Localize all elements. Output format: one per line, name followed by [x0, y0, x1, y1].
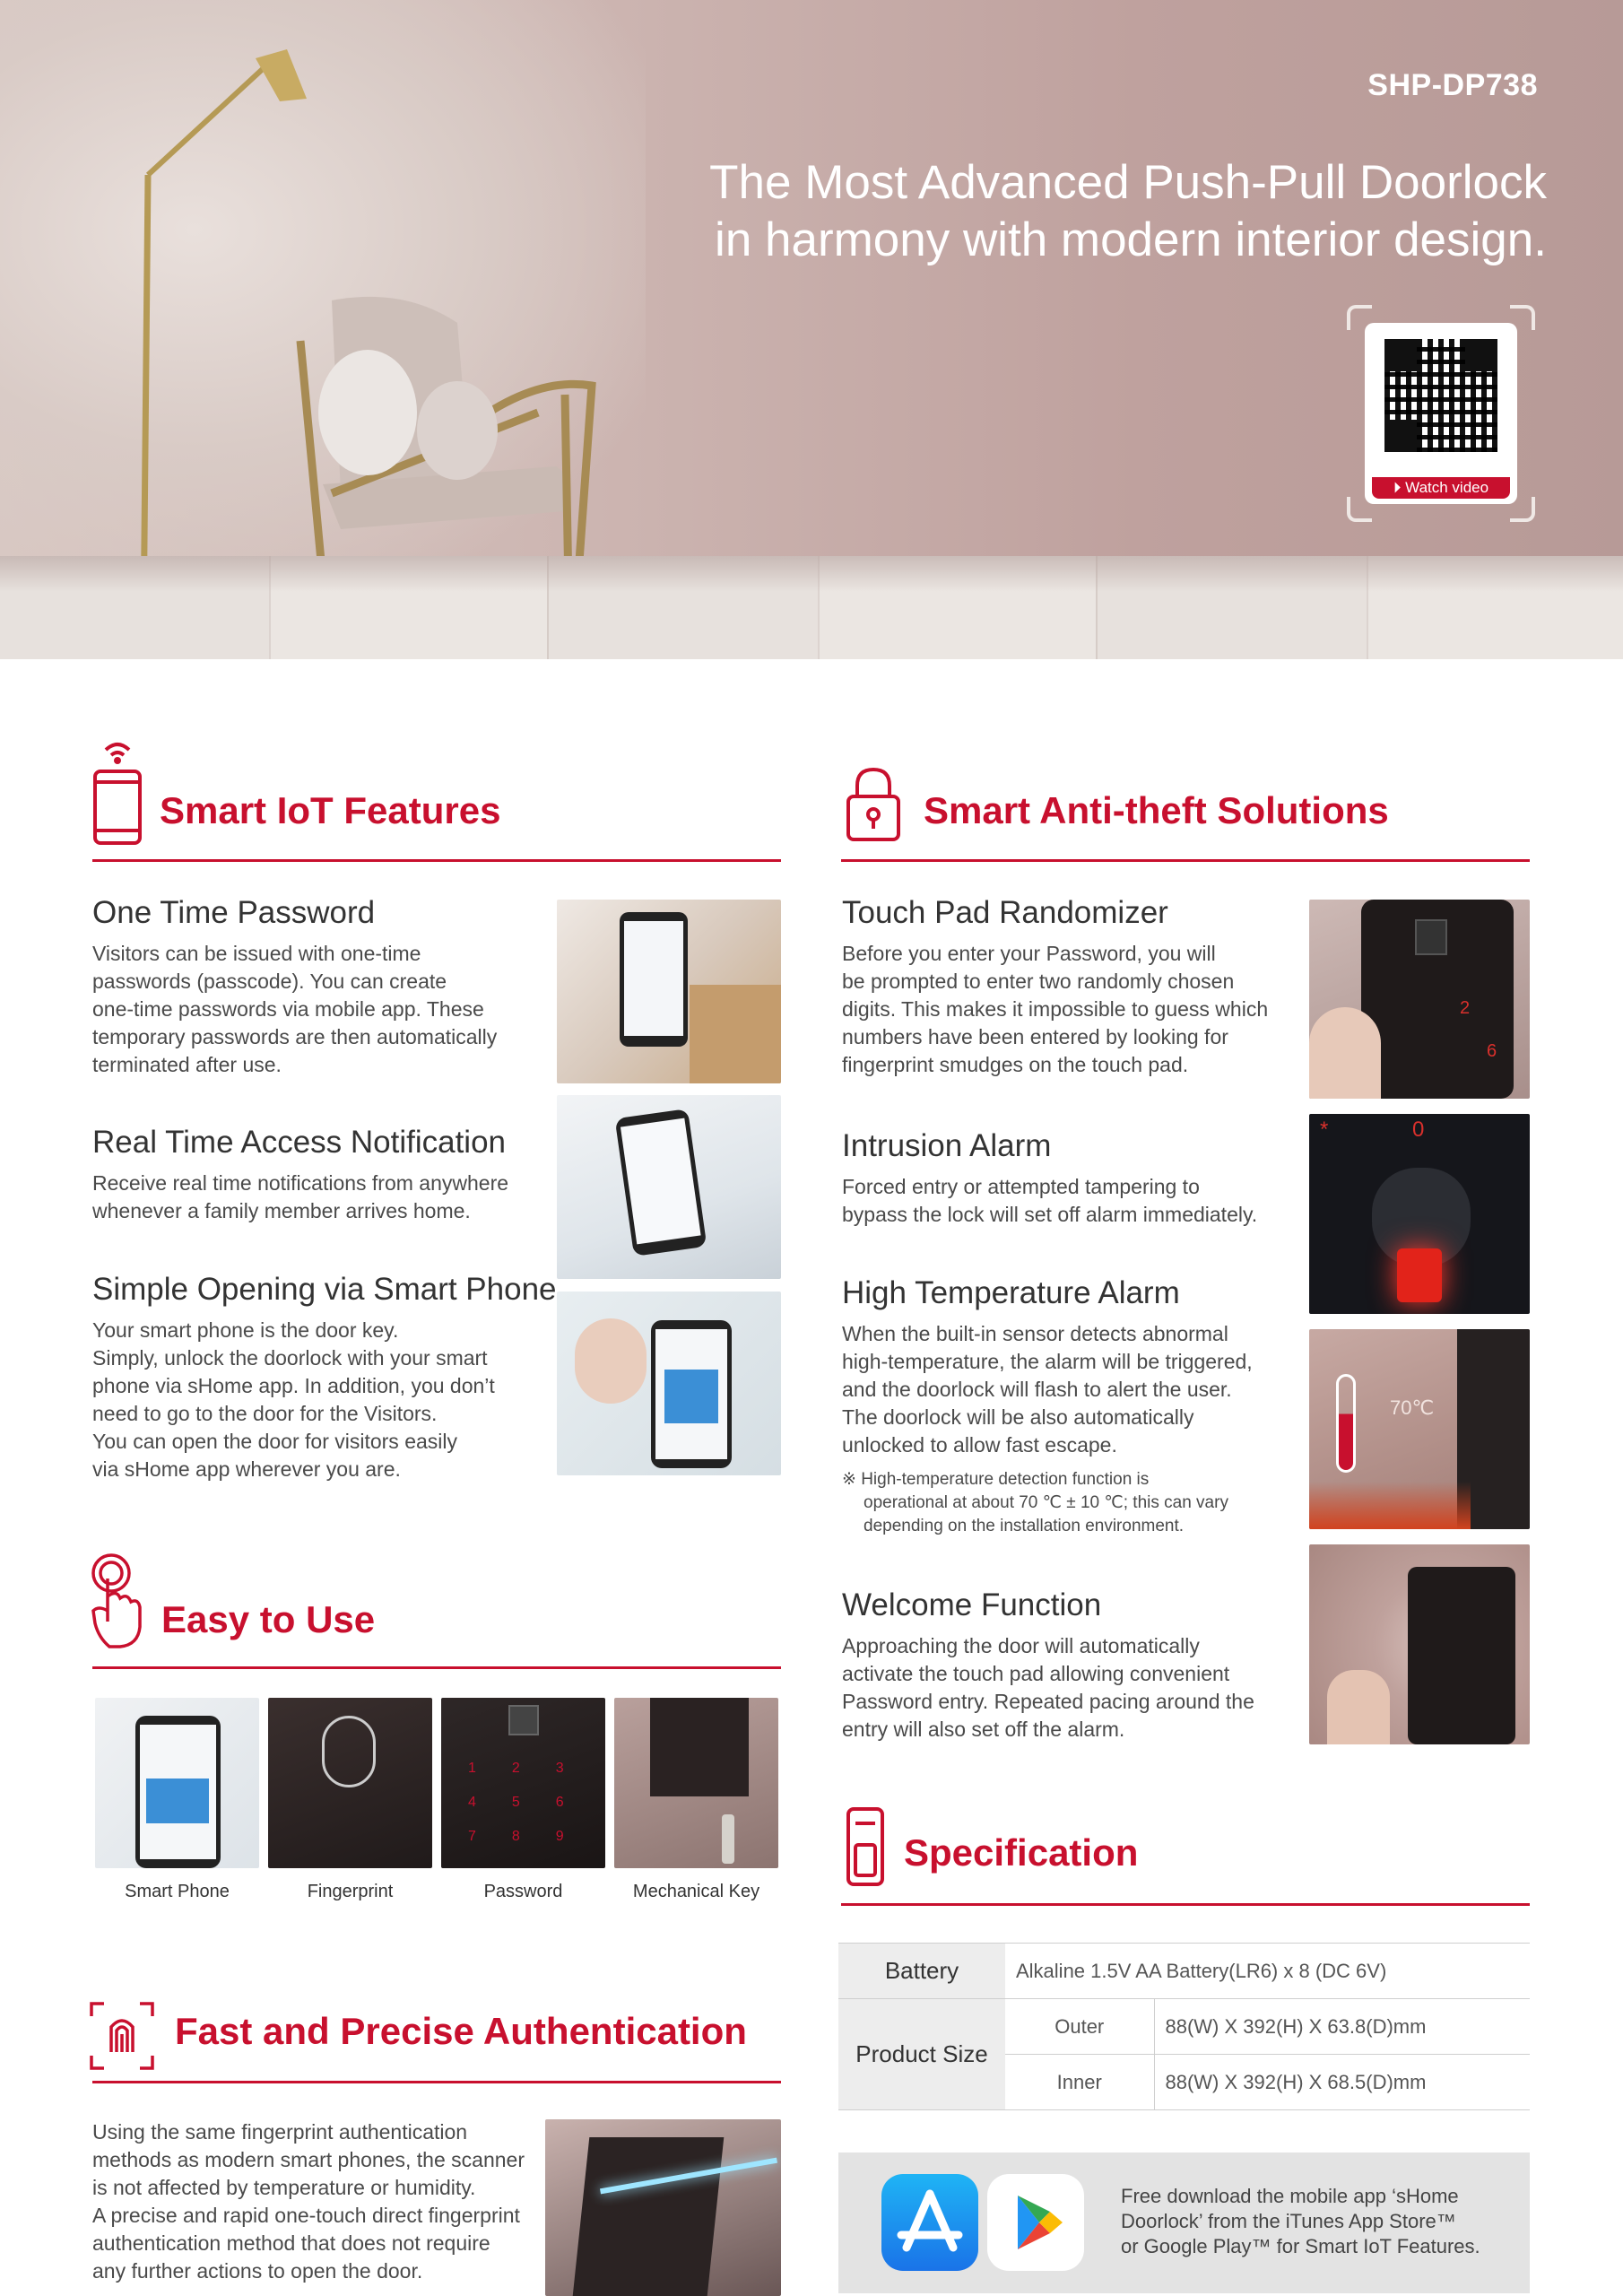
specification-table — [838, 1943, 1530, 2110]
photo-touchpad — [1309, 900, 1530, 1099]
body-line: You can open the door for visitors easily — [92, 1430, 458, 1453]
hero-banner — [0, 0, 1623, 659]
app-text-line: or Google Play™ for Smart IoT Features. — [1121, 2235, 1480, 2257]
feature-intrusion-alarm — [842, 1128, 1299, 1229]
hand-image — [1309, 1007, 1381, 1099]
lock-body — [573, 2137, 725, 2296]
fingerprint-sensor — [1415, 919, 1447, 955]
outer-value: 88(W) X 392(H) X 63.8(D)mm — [1154, 1999, 1530, 2055]
keypad-digit: 6 — [1487, 1041, 1497, 1061]
body-line: be prompted to enter two randomly chosen — [842, 970, 1235, 993]
section-title-easy: Easy to Use — [161, 1598, 376, 1640]
outer-label: Outer — [1005, 1999, 1154, 2055]
body-line: and the doorlock will flash to alert the user. — [842, 1378, 1232, 1401]
caption-fingerprint: Fingerprint — [307, 1882, 394, 1901]
tagline-line-2: in harmony with modern interior design. — [715, 213, 1547, 266]
body-line: phone via sHome app. In addition, you don’t — [92, 1374, 495, 1397]
touch-hand-icon — [90, 1552, 145, 1652]
body-line: numbers have been entered by looking for — [842, 1025, 1228, 1048]
hero-tagline — [650, 154, 1547, 269]
section-title-spec: Specification — [904, 1831, 1139, 1874]
caption-mechanical-key: Mechanical Key — [632, 1882, 760, 1901]
feature-title: One Time Password — [92, 895, 376, 930]
google-play-icon[interactable] — [987, 2174, 1084, 2271]
photo-smartphone-app — [557, 1292, 781, 1475]
feature-high-temperature-alarm — [842, 1275, 1308, 1538]
feature-title: Welcome Function — [842, 1587, 1102, 1622]
body-line: bypass the lock will set off alarm immediately. — [842, 1203, 1258, 1226]
play-icon: ⏵ — [1393, 479, 1402, 496]
photo-high-temperature — [1309, 1329, 1530, 1529]
body-line: A precise and rapid one-touch direct fingerprint — [92, 2204, 520, 2227]
body-line: terminated after use. — [92, 1053, 282, 1076]
feature-body — [92, 1170, 550, 1225]
body-line: Forced entry or attempted tampering to — [842, 1175, 1200, 1198]
feature-touchpad-randomizer — [842, 895, 1299, 1079]
body-line: one-time passwords via mobile app. These — [92, 997, 484, 1021]
hero-floor — [0, 556, 1623, 659]
temperature-note — [842, 1468, 1308, 1538]
body-line: any further actions to open the door. — [92, 2259, 423, 2283]
keypad-digit: 2 — [1460, 998, 1471, 1018]
woman-image — [575, 1318, 647, 1404]
app-download-text — [1121, 2184, 1480, 2259]
photo-easy-key — [614, 1698, 778, 1868]
body-line: Using the same fingerprint authentication — [92, 2120, 468, 2144]
smartphone-wifi-icon — [90, 737, 145, 847]
body-line: Before you enter your Password, you will — [842, 942, 1216, 965]
alarm-key: 0 — [1412, 1118, 1425, 1142]
feature-body — [92, 1317, 559, 1483]
padlock-icon — [843, 764, 904, 843]
feature-title: Simple Opening via Smart Phone — [92, 1272, 557, 1307]
lock-panel — [1408, 1567, 1515, 1744]
feature-title: Real Time Access Notification — [92, 1125, 507, 1160]
photo-fingerprint-scan — [545, 2119, 781, 2296]
body-line: Visitors can be issued with one-time — [92, 942, 421, 965]
feature-body — [842, 1632, 1299, 1744]
body-line: via sHome app wherever you are. — [92, 1457, 401, 1481]
package-image — [690, 985, 781, 1083]
body-line: When the built-in sensor detects abnormal — [842, 1322, 1228, 1345]
tagline-line-1: The Most Advanced Push-Pull Doorlock — [709, 156, 1547, 209]
note-line: operational at about 70 ℃ ± 10 ℃; this can vary — [864, 1493, 1228, 1512]
body-line: Simply, unlock the doorlock with your smart — [92, 1346, 488, 1370]
body-line: digits. This makes it impossible to guess which — [842, 997, 1269, 1021]
section-title-iot: Smart IoT Features — [160, 789, 501, 831]
body-line: need to go to the door for the Visitors. — [92, 1402, 438, 1425]
photo-easy-smartphone — [95, 1698, 259, 1868]
alarm-key: * — [1320, 1118, 1329, 1142]
qr-video-link[interactable] — [1347, 305, 1535, 522]
watch-video-label: Watch video — [1405, 479, 1489, 496]
app-store-icon[interactable] — [881, 2174, 978, 2271]
photo-easy-fingerprint — [268, 1698, 432, 1868]
temperature-label: 70℃ — [1390, 1396, 1435, 1419]
battery-label: Battery — [838, 1944, 1005, 1999]
auth-body — [92, 2118, 541, 2285]
photo-intrusion-alarm — [1309, 1114, 1530, 1314]
photo-easy-password — [441, 1698, 605, 1868]
lock-body — [650, 1698, 749, 1796]
qr-card — [1365, 323, 1517, 504]
feature-one-time-password — [92, 895, 541, 1079]
body-line: high-temperature, the alarm will be triggered, — [842, 1350, 1253, 1373]
body-line: is not affected by temperature or humidity. — [92, 2176, 476, 2199]
body-line: The doorlock will be also automatically — [842, 1405, 1194, 1429]
thermometer-icon — [1336, 1374, 1356, 1473]
feature-body — [842, 940, 1299, 1079]
body-line: entry will also set off the alarm. — [842, 1718, 1125, 1741]
key-graphic — [722, 1814, 734, 1864]
unlock-tile — [664, 1370, 718, 1423]
body-line: Password entry. Repeated pacing around the — [842, 1690, 1254, 1713]
feature-title: High Temperature Alarm — [842, 1275, 1180, 1310]
keypad-graphic: 123 456 789 — [468, 1761, 600, 1844]
doorlock-icon — [845, 1805, 886, 1888]
body-line: Receive real time notifications from anywhere — [92, 1171, 509, 1195]
battery-value: Alkaline 1.5V AA Battery(LR6) x 8 (DC 6V) — [1005, 1944, 1530, 1999]
feature-body — [842, 1320, 1308, 1459]
feature-title: Intrusion Alarm — [842, 1128, 1052, 1163]
feature-access-notification — [92, 1125, 550, 1225]
body-line: whenever a family member arrives home. — [92, 1199, 471, 1222]
phone-image — [651, 1320, 732, 1468]
phone-image — [620, 912, 688, 1047]
feature-welcome-function — [842, 1587, 1299, 1744]
fingerprint-graphic — [322, 1716, 376, 1787]
fingerprint-sensor — [508, 1705, 539, 1735]
fire-glow — [1309, 1482, 1471, 1529]
body-line: passwords (passcode). You can create — [92, 970, 447, 993]
feature-body — [92, 940, 541, 1079]
section-divider — [841, 1903, 1530, 1906]
qr-code[interactable] — [1384, 339, 1497, 452]
inner-label: Inner — [1005, 2055, 1154, 2110]
body-line: Approaching the door will automatically — [842, 1634, 1200, 1657]
section-title-antitheft: Smart Anti-theft Solutions — [924, 789, 1389, 831]
photo-notification-phone — [557, 1095, 781, 1279]
watch-video-button[interactable] — [1372, 477, 1510, 499]
feature-body — [842, 1173, 1299, 1229]
alarm-light — [1397, 1248, 1442, 1302]
body-line: temporary passwords are then automatically — [92, 1025, 498, 1048]
body-line: Your smart phone is the door key. — [92, 1318, 399, 1342]
caption-smart-phone: Smart Phone — [125, 1882, 230, 1901]
feature-title: Touch Pad Randomizer — [842, 895, 1168, 930]
feature-smartphone-opening — [92, 1272, 559, 1483]
model-number: SHP-DP738 — [1367, 68, 1538, 102]
section-title-auth: Fast and Precise Authentication — [175, 2010, 747, 2052]
body-line: authentication method that does not require — [92, 2231, 490, 2255]
body-line: unlocked to allow fast escape. — [842, 1433, 1117, 1457]
caption-password: Password — [483, 1882, 563, 1901]
app-text-line: Free download the mobile app ‘sHome — [1121, 2185, 1459, 2207]
photo-welcome-function — [1309, 1544, 1530, 1744]
section-divider — [92, 2081, 781, 2083]
app-text-line: Doorlock’ from the iTunes App Store™ — [1121, 2210, 1456, 2232]
body-line: methods as modern smart phones, the scanner — [92, 2148, 525, 2171]
section-divider — [841, 859, 1530, 862]
body-line: fingerprint smudges on the touch pad. — [842, 1053, 1189, 1076]
note-line: ※ High-temperature detection function is — [842, 1470, 1150, 1489]
hand-image — [1327, 1670, 1390, 1744]
fingerprint-scan-icon — [88, 2000, 156, 2072]
phone-image — [615, 1109, 707, 1257]
table-row — [838, 1999, 1530, 2055]
note-line: depending on the installation environment. — [864, 1517, 1185, 1535]
body-line: activate the touch pad allowing convenient — [842, 1662, 1230, 1685]
lock-panel — [1361, 900, 1514, 1099]
section-divider — [92, 859, 781, 862]
section-divider — [92, 1666, 781, 1669]
photo-otp-phone — [557, 900, 781, 1083]
table-row — [838, 1944, 1530, 1999]
inner-value: 88(W) X 392(H) X 68.5(D)mm — [1154, 2055, 1530, 2110]
product-size-label: Product Size — [838, 1999, 1005, 2110]
